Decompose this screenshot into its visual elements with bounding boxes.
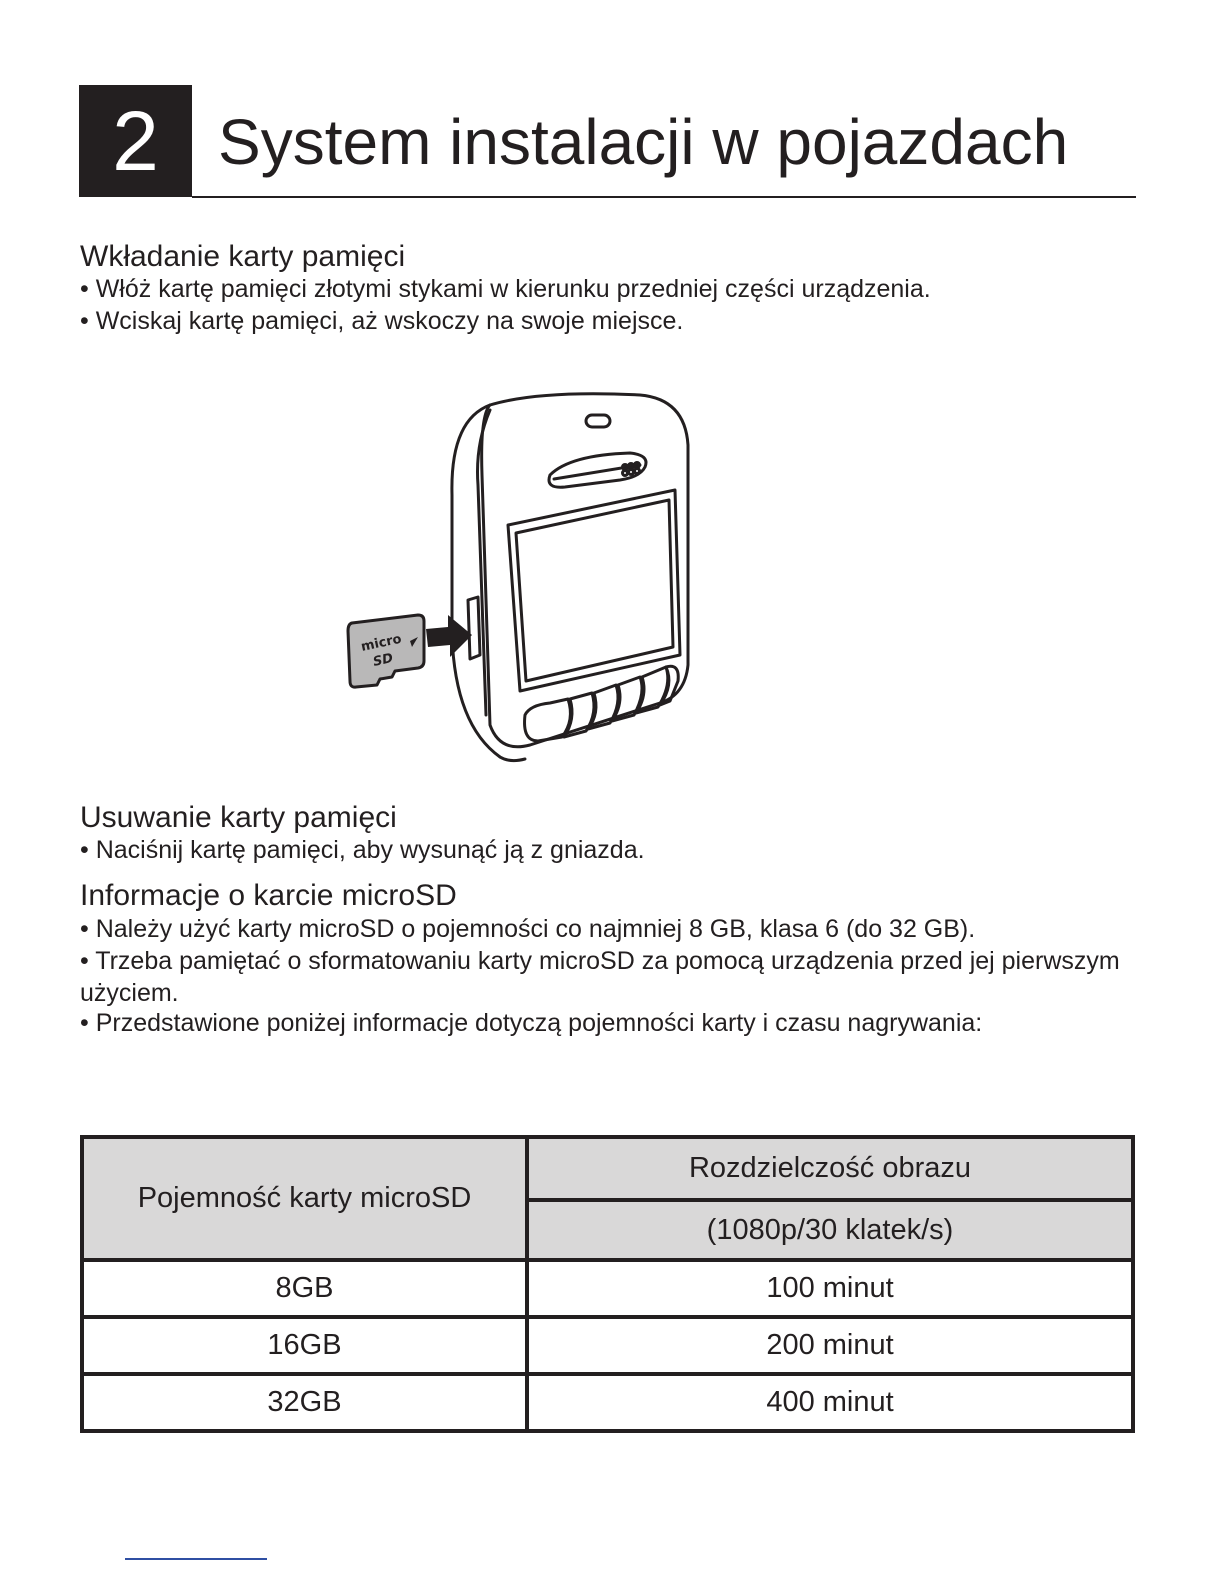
footer-rule [125,1558,267,1560]
chapter-number: 2 [112,94,159,188]
insert-bullet-2: • Wciskaj kartę pamięci, aż wskoczy na swoje miejsce. [80,307,684,335]
insert-card-heading: Wkładanie karty pamięci [80,240,406,273]
capacity-cell: 8GB [82,1260,527,1317]
card-label-micro: micro [359,631,403,655]
recording-time-cell: 200 minut [527,1317,1133,1374]
capacity-cell: 32GB [82,1374,527,1431]
info-bullet-1: • Należy użyć karty microSD o pojemności co najmniej 8 GB, klasa 6 (do 32 GB). [80,915,976,943]
remove-bullet-1: • Naciśnij kartę pamięci, aby wysunąć ją z gniazda. [80,836,645,864]
table-row [82,1260,1133,1317]
capacity-cell: 16GB [82,1317,527,1374]
info-bullet-2: • Trzeba pamiętać o sformatowaniu karty microSD za pomocą urządzenia przed jej pierwszym użyciem. [80,947,1120,1007]
capacity-column-header: Pojemność karty microSD [82,1137,527,1260]
microsd-info-heading: Informacje o karcie microSD [80,879,457,912]
page-title: System instalacji w pojazdach [218,106,1069,178]
table-row [82,1317,1133,1374]
chapter-number-box [79,85,192,197]
card-label-sd: SD [371,651,395,670]
capacity-table [80,1135,1135,1433]
remove-card-heading: Usuwanie karty pamięci [80,801,397,834]
table-header-row [82,1137,1133,1200]
recording-time-cell: 100 minut [527,1260,1133,1317]
recording-time-cell: 400 minut [527,1374,1133,1431]
resolution-column-header: Rozdzielczość obrazu [527,1137,1133,1200]
info-bullet-3: • Przedstawione poniżej informacje dotyczą pojemności karty i czasu nagrywania: [80,1009,983,1037]
dashcam-card-insert-illustration [340,385,700,770]
table-row [82,1374,1133,1431]
title-divider [192,196,1136,198]
insert-bullet-1: • Włóż kartę pamięci złotymi stykami w kierunku przedniej części urządzenia. [80,275,931,303]
resolution-subheader: (1080p/30 klatek/s) [527,1200,1133,1260]
